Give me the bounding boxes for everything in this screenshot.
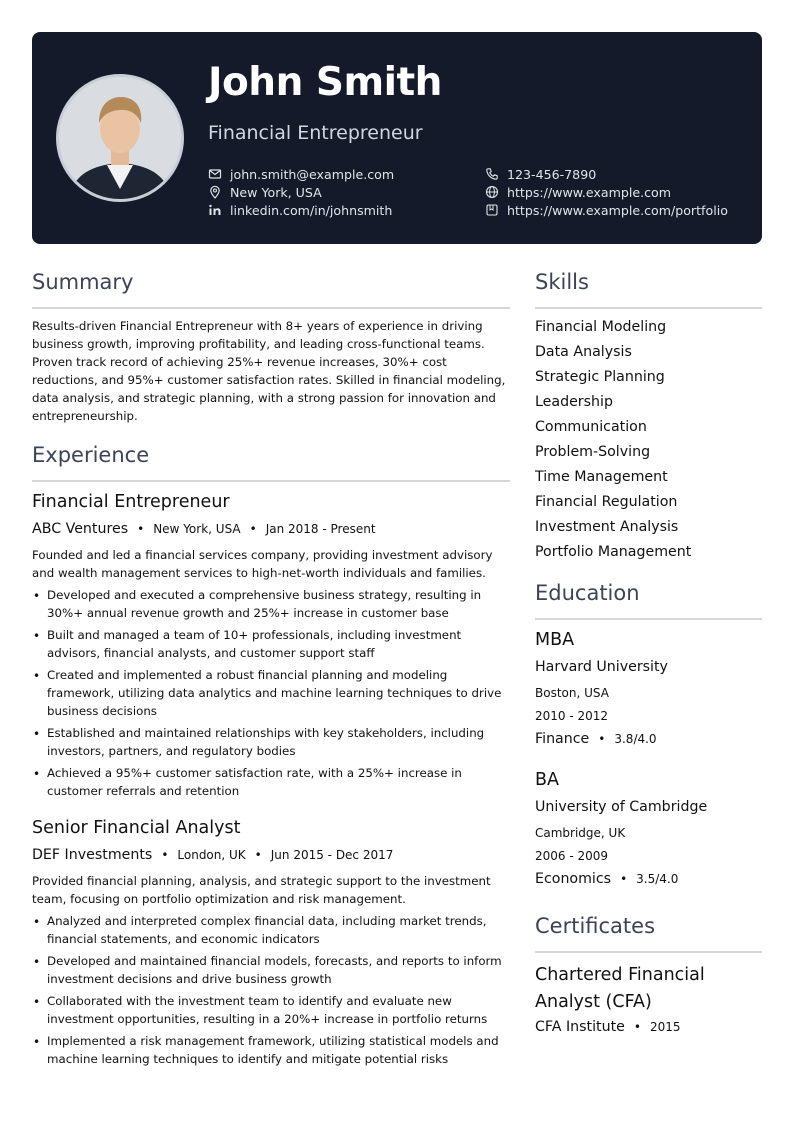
contact-portfolio[interactable] — [485, 201, 728, 219]
skill-item: Strategic Planning — [535, 369, 665, 385]
skill-item: Financial Modeling — [535, 319, 667, 335]
globe-icon — [485, 185, 499, 199]
edu-dates: 2010 - 2012 — [535, 709, 609, 723]
separator-dot: • — [249, 522, 257, 536]
education-heading: Education — [535, 581, 640, 605]
job-title: Financial Entrepreneur — [32, 492, 230, 512]
bullet-text: Achieved a 95%+ customer satisfaction rate, with a 25%+ increase in customer referrals and retention — [47, 766, 462, 798]
list-item — [32, 586, 512, 622]
bullet-text: Collaborated with the investment team to identify and evaluate new investment opportunities, resulting in a 20%+ increase in portfolio returns — [47, 994, 488, 1026]
mail-icon — [208, 167, 222, 181]
contact-email-text: john.smith@example.com — [230, 166, 395, 182]
portfolio-icon — [485, 203, 499, 217]
list-item — [32, 666, 512, 720]
edu-field-gpa — [535, 871, 678, 887]
edu-gpa: 3.5/4.0 — [636, 872, 679, 886]
certificates-heading: Certificates — [535, 914, 656, 938]
summary-text: Results-driven Financial Entrepreneur with 8+ years of experience in driving business growth, improving profitability, and leading cross-functional teams. Proven track record of achieving 25%+ revenue increases, 30%+ cost reductions, and 95%+ customer satisfaction rates. Skilled in financial modeling, data analysis, and strategic planning, with a strong passion for innovation and entrepreneurship. — [32, 319, 506, 423]
contact-phone[interactable] — [485, 165, 596, 183]
bullet-text: Built and managed a team of 10+ professionals, including investment advisors, financial analysts, and customer support staff — [47, 628, 462, 660]
job-meta — [32, 521, 376, 537]
experience-heading: Experience — [32, 443, 150, 467]
contact-website[interactable] — [485, 183, 671, 201]
bullet-dot: • — [33, 589, 41, 603]
bullet-text: Established and maintained relationships with key stakeholders, including investors, partners, and regulatory bodies — [47, 726, 485, 758]
bullet-text: Implemented a risk management framework, utilizing statistical models and machine learning techniques to identify and mitigate potential risks — [47, 1034, 499, 1066]
summary-divider — [32, 307, 510, 309]
separator-dot: • — [254, 848, 262, 862]
list-item — [32, 724, 512, 760]
list-item — [32, 912, 512, 948]
bullet-text: Developed and executed a comprehensive business strategy, resulting in 30%+ annual revenue growth and 25%+ increase in customer base — [47, 588, 482, 620]
experience-divider — [32, 480, 510, 482]
separator-dot: • — [161, 848, 169, 862]
skill-item: Communication — [535, 419, 647, 435]
contact-location-text: New York, USA — [230, 184, 322, 200]
separator-dot: • — [620, 872, 628, 886]
candidate-name: John Smith — [208, 60, 442, 105]
header-banner — [32, 32, 762, 244]
contact-linkedin-text: linkedin.com/in/johnsmith — [230, 202, 393, 218]
skill-item: Investment Analysis — [535, 519, 679, 535]
separator-dot: • — [598, 732, 606, 746]
certificate-meta — [535, 1019, 681, 1035]
bullet-dot: • — [33, 915, 41, 929]
bullet-dot: • — [33, 629, 41, 643]
bullet-text: Developed and maintained financial models, forecasts, and reports to inform investment decisions and drive business growth — [47, 954, 502, 986]
list-item — [32, 764, 512, 800]
profile-photo — [59, 77, 181, 199]
bullet-dot: • — [33, 767, 41, 781]
bullet-text: Analyzed and interpreted complex financial data, including market trends, financial statements, and economic indicators — [47, 914, 487, 946]
contact-location — [208, 183, 322, 201]
list-item — [32, 1032, 512, 1068]
phone-icon — [485, 167, 499, 181]
contact-phone-text: 123-456-7890 — [507, 166, 597, 182]
skills-heading: Skills — [535, 270, 589, 294]
certificate-issuer: CFA Institute — [535, 1019, 625, 1035]
job-achievements — [32, 912, 512, 1072]
edu-field: Economics — [535, 871, 612, 887]
job-location: London, UK — [177, 848, 246, 862]
certificate-year: 2015 — [649, 1020, 681, 1034]
skill-item: Problem-Solving — [535, 444, 651, 460]
bullet-dot: • — [33, 669, 41, 683]
linkedin-icon — [208, 203, 222, 217]
skill-item: Data Analysis — [535, 344, 632, 360]
edu-school: University of Cambridge — [535, 799, 708, 815]
job-dates: Jun 2015 - Dec 2017 — [270, 848, 394, 862]
bullet-text: Created and implemented a robust financial planning and modeling framework, utilizing data analytics and machine learning techniques to drive business decisions — [47, 668, 502, 718]
edu-field-gpa — [535, 731, 657, 747]
edu-school: Harvard University — [535, 659, 668, 675]
edu-location: Boston, USA — [535, 686, 609, 700]
summary-heading: Summary — [32, 270, 134, 294]
education-divider — [535, 618, 762, 620]
certificate-name: Chartered Financial Analyst (CFA) — [535, 965, 705, 1012]
skills-list — [535, 316, 691, 566]
edu-dates: 2006 - 2009 — [535, 849, 609, 863]
certificates-divider — [535, 951, 762, 953]
edu-degree: BA — [535, 770, 559, 790]
edu-field: Finance — [535, 731, 590, 747]
job-company: ABC Ventures — [32, 521, 129, 537]
job-meta — [32, 847, 393, 863]
skill-item: Time Management — [535, 469, 668, 485]
separator-dot: • — [137, 522, 145, 536]
list-item — [32, 626, 512, 662]
candidate-role: Financial Entrepreneur — [208, 122, 423, 144]
contact-portfolio-text: https://www.example.com/portfolio — [507, 202, 728, 218]
bullet-dot: • — [33, 955, 41, 969]
contact-email[interactable] — [208, 165, 394, 183]
contact-website-text: https://www.example.com — [507, 184, 671, 200]
list-item — [32, 992, 512, 1028]
bullet-dot: • — [33, 1035, 41, 1049]
skill-item: Leadership — [535, 394, 613, 410]
job-title: Senior Financial Analyst — [32, 818, 241, 838]
skill-item: Portfolio Management — [535, 544, 692, 560]
skills-divider — [535, 307, 762, 309]
job-dates: Jan 2018 - Present — [265, 522, 376, 536]
job-description: Provided financial planning, analysis, and strategic support to the investment team, focusing on portfolio optimization and risk management. — [32, 874, 491, 906]
skill-item: Financial Regulation — [535, 494, 678, 510]
edu-degree: MBA — [535, 630, 575, 650]
avatar — [56, 74, 184, 202]
job-location: New York, USA — [153, 522, 241, 536]
job-achievements — [32, 586, 512, 804]
contact-linkedin[interactable] — [208, 201, 392, 219]
job-description: Founded and led a financial services company, providing investment advisory and wealth management services to high-net-worth individuals and families. — [32, 548, 493, 580]
job-company: DEF Investments — [32, 847, 153, 863]
location-pin-icon — [208, 185, 222, 199]
bullet-dot: • — [33, 995, 41, 1009]
separator-dot: • — [633, 1020, 641, 1034]
edu-location: Cambridge, UK — [535, 826, 626, 840]
list-item — [32, 952, 512, 988]
edu-gpa: 3.8/4.0 — [614, 732, 657, 746]
bullet-dot: • — [33, 727, 41, 741]
